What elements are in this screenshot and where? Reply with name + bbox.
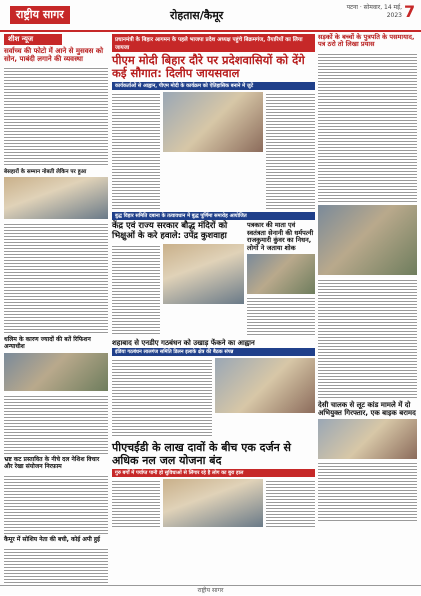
right-column <box>318 34 417 579</box>
main-content <box>112 34 315 527</box>
left-story-2-photo <box>4 177 108 219</box>
story-5-headline: पीएचईडी के लाख दावों के बीच एक दर्जन से अधिक नल जल योजना बंद <box>112 441 291 467</box>
story-2-kicker: बुद्ध विहार समिति दबाना के तत्वावधान में बुद्ध पूर्णिमा समारोह आयोजित <box>112 212 315 220</box>
story-5-body <box>112 479 160 527</box>
story-2-photo <box>163 244 244 304</box>
story-4-photo <box>215 358 315 413</box>
left-story-5-body <box>4 547 108 587</box>
left-column <box>4 34 108 579</box>
date-line: पटना · सोमवार, 14 मई, 2023 <box>346 4 402 19</box>
right-story-1-body-2 <box>318 278 417 398</box>
section-label: शीश न्यूज <box>4 34 62 45</box>
right-story-1-body <box>318 52 417 202</box>
right-story-2-body <box>318 461 417 521</box>
page-footer: राष्ट्रीय सागर <box>0 585 421 596</box>
left-story-3-body <box>4 394 108 454</box>
left-story-4-headline: भ्रष्ट कट प्रस्तावित के नीचे दल नेशिश विचार और रेखा संयोजन निरफ़ाम <box>4 456 100 471</box>
left-story-4-body <box>4 474 108 534</box>
story-2-headline: केंद्र एवं राज्य सरकार बौद्ध मंदिरों को भिक्षुओं के करे हवाले: उपेंद्र कुशवाहा <box>112 221 228 242</box>
right-story-1-photo <box>318 205 417 275</box>
story-3-headline: पत्रकार की माता एवं स्वतंत्रता सेनानी की धर्मपत्नी राजकुमारी कुंवर का निधन, लोगों ने जताया शोक <box>247 221 314 252</box>
story-5-photo <box>163 479 263 527</box>
lead-photo <box>163 92 263 152</box>
left-story-1-body <box>4 66 108 166</box>
masthead <box>0 0 421 32</box>
left-story-2-body <box>4 222 108 334</box>
story-4-banner: इंडिया गठबंधन लालगंज समिति डिलन इलाके क्षेत्र की बैठक संपन्न <box>112 348 315 356</box>
lead-photo-caption: कार्यकर्ताओं से आह्वान, पीएम मोदी के कार्यक्रम को ऐतिहासिक बनाने में जुटें <box>112 82 315 90</box>
newspaper-brand: राष्ट्रीय सागर <box>10 6 70 24</box>
edition-label: रोहतास/कैमूर <box>170 9 224 22</box>
lead-body-col-2 <box>266 92 315 210</box>
lead-kicker: प्रधानमंत्री के बिहार आगमन के पहले भाजपा प्रदेश अध्यक्ष पहुंचे बिक्रमगंज, तैयारियों का लिया जायजा <box>112 34 315 52</box>
left-story-2-caption: बेसहारों के सम्मान नोबती लेकिन पर हुआ <box>4 169 87 176</box>
story-3-body <box>247 296 315 336</box>
left-story-5-headline: कैमूर में सोशिय नेता की बची, कोई अपी हुई <box>4 535 100 543</box>
story-5-body-2 <box>266 479 315 527</box>
right-story-2-headline: देसी चालक से लूट कांड मामले में दो अभियुक्त गिरफ्तार, एक बाइक बरामद <box>318 400 416 417</box>
page-number: 7 <box>404 2 416 21</box>
lead-body-col-1 <box>112 92 160 210</box>
story-3-photo <box>247 254 315 294</box>
story-4-headline: शहाबाद से एनडीए गठबंधन को उखाड़ फेंकने का आह्वान <box>112 339 255 348</box>
story-5-banner: गुरु बर्गों में पर्याप्त पानी हो सुविधाओं से लिंगार रहे है लोग का बुरा हाल <box>112 469 315 477</box>
story-2-body <box>112 244 160 334</box>
left-story-1-headline: सर्वाच्च की फोटो में आने से मुसवस को सोन, पाबंदी लगाने की व्यवस्था <box>4 47 104 64</box>
left-story-3-headline: धलिम के कारण ज्यादों की बतें रिफिशन अन्याधीश <box>4 336 91 351</box>
right-story-1-headline: सड़कों के बच्चों के पुत्रपति के पसमायाद, पत्र ठरो तो लिखा प्रयास <box>318 33 415 49</box>
lead-headline: पीएम मोदी बिहार दौरे पर प्रदेशवासियों को देंगे कई सौगात: दिलीप जायसवाल <box>112 53 305 81</box>
story-4-body <box>112 358 212 438</box>
left-story-3-photo <box>4 353 108 391</box>
right-story-2-photo <box>318 419 417 459</box>
